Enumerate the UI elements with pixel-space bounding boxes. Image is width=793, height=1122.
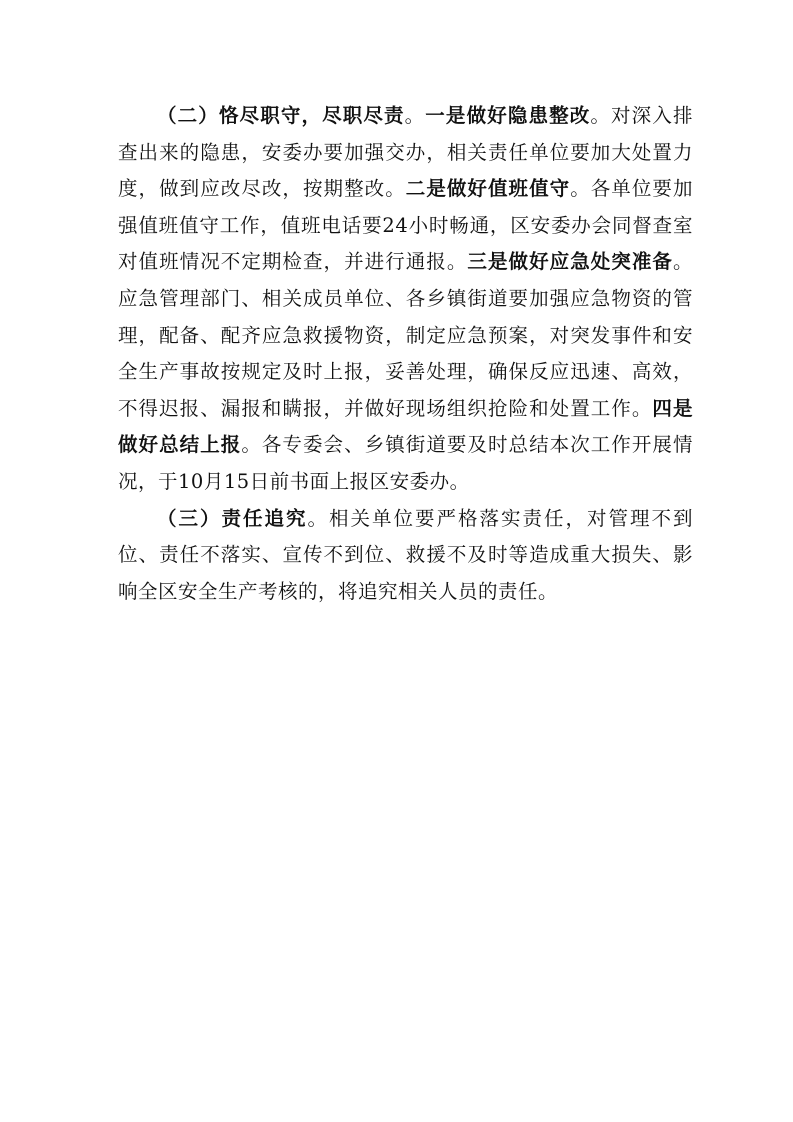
document-body	[118, 98, 693, 610]
text-run: 。	[404, 104, 426, 127]
paragraph-accountability	[118, 501, 693, 611]
section-heading: （三）责任追究	[157, 506, 308, 530]
text-run: 。各单位要加强值班值守工作，值班电话要24小时畅通，区安委办会同督查室对值班情况不定期检查，并进行通报。	[118, 177, 693, 274]
subheading-hazard-rectification: 一是做好隐患整改	[425, 104, 591, 127]
text-run: 。相关单位要严格落实责任，对管理不到位、责任不落实、宣传不到位、救援不及时等造成重大损失、影响全区安全生产考核的，将追究相关人员的责任。	[118, 506, 693, 603]
subheading-summary-report: 四是做好总结上报	[118, 396, 693, 457]
text-run: 。应急管理部门、相关成员单位、各乡镇街道要加强应急物资的管理，配备、配齐应急救援物资，制定应急预案，对突发事件和安全生产事故按规定及时上报，妥善处理，确保反应迅速、高效，不得迟报、漏报和瞒报，并做好现场组织抢险和处置工作。	[118, 250, 693, 420]
text-run: 。各专委会、乡镇街道要及时总结本次工作开展情况，于10月15日前书面上报区安委办。	[118, 433, 693, 493]
paragraph-duty-fulfillment	[118, 98, 693, 501]
text-run: 。对深入排查出来的隐患，安委办要加强交办，相关责任单位要加大处置力度，做到应改尽改，按期整改。	[118, 104, 693, 201]
subheading-emergency-preparation: 三是做好应急处突准备	[467, 250, 673, 274]
subheading-duty-watch: 二是做好值班值守	[405, 177, 571, 201]
section-heading: （二）恪尽职守，尽职尽责	[157, 104, 405, 127]
